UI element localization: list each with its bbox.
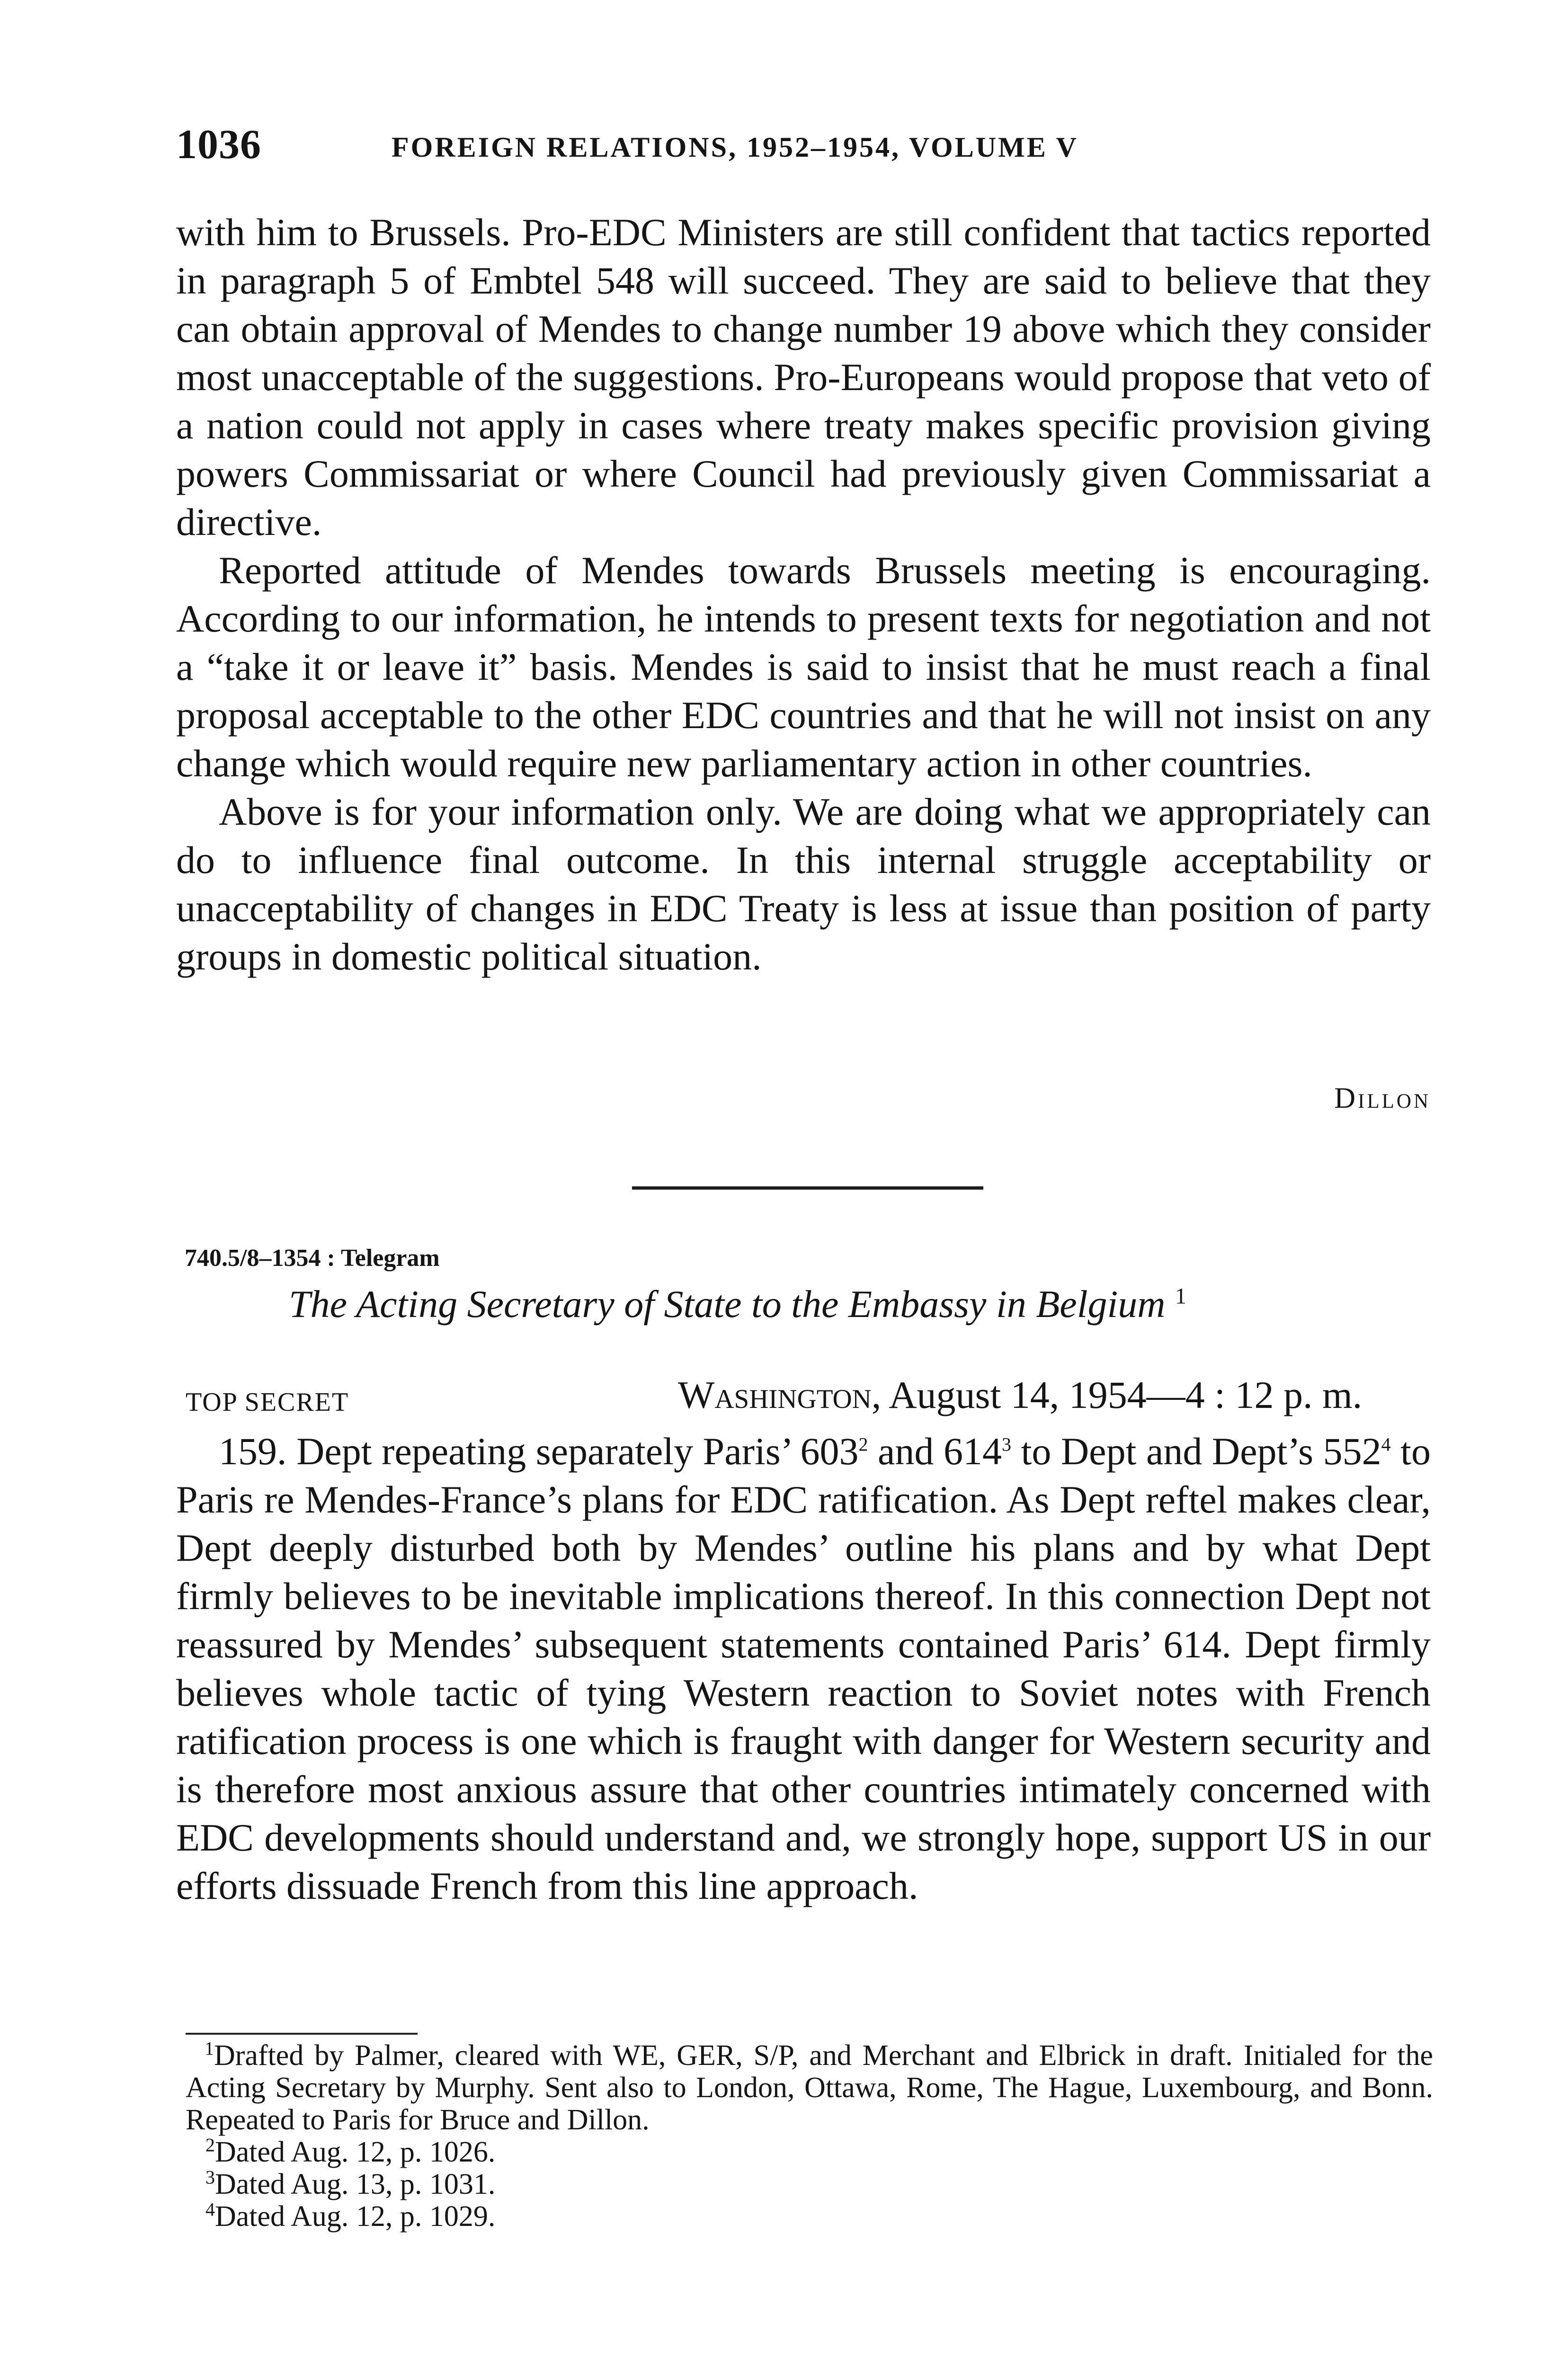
- footnote-reference: 1: [1175, 1283, 1186, 1309]
- section-divider: [632, 1186, 983, 1190]
- document-title-text: The Acting Secretary of State to the Embassy in Belgium: [289, 1282, 1166, 1326]
- footnote: [186, 2168, 1433, 2200]
- footnote: [186, 2039, 1433, 2136]
- running-title: FOREIGN RELATIONS, 1952–1954, VOLUME V: [392, 132, 1078, 163]
- telegram-text-part: and 614: [868, 1430, 1002, 1473]
- footnote-reference: 4: [1381, 1433, 1391, 1455]
- footnote: [186, 2136, 1433, 2168]
- footnotes: [186, 2039, 1433, 2233]
- telegram-text-part: to Paris re Mendes-France’s plans for EDC ratification. As Dept reftel makes clear, Dept deeply disturbed both by Mendes’ outline his plans and by what Dept firmly believes to be inevitable implications thereof. In this connection Dept not reassured by Mendes’ subsequent statements contained Paris’ 614. Dept firmly believes whole tactic of tying Western reaction to Soviet notes with French ratification process is one which is fraught with danger for Western security and is therefore most anxious assure that other countries intimately concerned with EDC developments should understand and, we strongly hope, support US in our efforts dissuade French from this line approach.: [176, 1430, 1431, 1907]
- footnote-text: Dated Aug. 13, p. 1031.: [215, 2168, 496, 2200]
- continuation-paragraph: Above is for your information only. We are doing what we appropriately can do to influence final outcome. In this internal struggle acceptability or unacceptability of changes in EDC Treaty is less at issue than position of party groups in domestic political situation.: [176, 790, 1431, 978]
- dateline-place: Washington: [678, 1373, 872, 1416]
- footnote: [186, 2200, 1433, 2233]
- footnote-text: Drafted by Palmer, cleared with WE, GER, S/P, and Merchant and Elbrick in draft. Initialed for the Acting Secretary by Murphy. Sent also to London, Ottawa, Rome, The Hague, Luxembourg, and Bonn. Repeated to Paris for Bruce and Dillon.: [186, 2039, 1433, 2136]
- page-header: [176, 121, 1431, 173]
- page-number: 1036: [176, 122, 261, 168]
- telegram-text-part: to Dept and Dept’s 552: [1011, 1430, 1381, 1473]
- footnote-mark: 4: [205, 2198, 215, 2220]
- continuation-paragraph: Reported attitude of Mendes towards Brussels meeting is encouraging. According to our information, he intends to present texts for negotiation and not a “take it or leave it” basis. Mendes is said to insist that he must reach a final proposal acceptable to the other EDC countries and that he will not insist on any change which would require new parliamentary action in other countries.: [176, 549, 1431, 785]
- continuation-text: [176, 208, 1431, 981]
- footnote-text: Dated Aug. 12, p. 1026.: [215, 2136, 496, 2168]
- footnote-text: Dated Aug. 12, p. 1029.: [215, 2200, 496, 2233]
- telegram-text-part: 159. Dept repeating separately Paris’ 603: [219, 1430, 859, 1473]
- continuation-paragraph: with him to Brussels. Pro-EDC Ministers are still confident that tactics reported in paragraph 5 of Embtel 548 will succeed. They are said to believe that they can obtain approval of Mendes to change number 19 above which they consider most unacceptable of the suggestions. Pro-Europeans would propose that veto of a nation could not apply in cases where treaty makes specific provision giving powers Commissariat or where Council had previously given Commissariat a directive.: [176, 211, 1431, 543]
- classification-label: TOP SECRET: [186, 1388, 349, 1417]
- footnote-reference: 2: [858, 1433, 868, 1455]
- document-title: [289, 1282, 1186, 1326]
- footnote-mark: 3: [205, 2166, 215, 2188]
- dateline: [678, 1373, 1433, 1417]
- dateline-date: , August 14, 1954—4 : 12 p. m.: [871, 1373, 1363, 1416]
- footnote-mark: 1: [205, 2038, 214, 2059]
- file-reference: 740.5/8–1354 : Telegram: [185, 1245, 440, 1272]
- signature: Dillon: [1334, 1082, 1431, 1114]
- telegram-text: [176, 1427, 1431, 1910]
- footnote-divider: [186, 2033, 418, 2035]
- footnote-mark: 2: [205, 2134, 215, 2156]
- telegram-paragraph: [176, 1427, 1431, 1910]
- footnote-reference: 3: [1002, 1433, 1012, 1455]
